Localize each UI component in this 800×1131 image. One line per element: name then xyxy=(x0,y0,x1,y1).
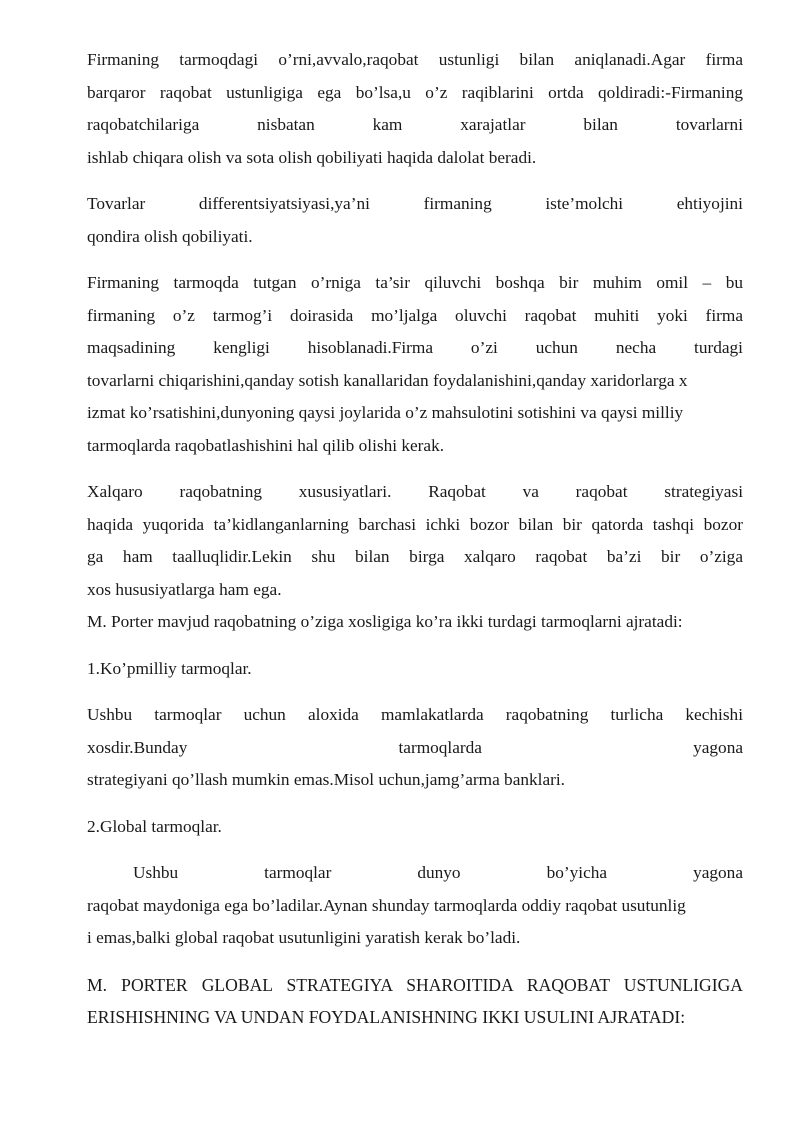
paragraph-global xyxy=(87,857,743,955)
text-line: Ushbu tarmoqlar dunyo bo’yicha yagona xyxy=(133,863,743,882)
text-line: i emas,balki global raqobat usutunligini yaratish kerak bo’ladi. xyxy=(87,928,521,947)
text-line: tovarlarni chiqarishini,qanday sotish kanallaridan foydalanishini,qanday xaridorlarga x xyxy=(87,370,688,390)
heading-multidomestic xyxy=(87,653,743,686)
text-line: tarmoqlarda raqobatlashishini hal qilib olishi kerak. xyxy=(87,435,445,455)
paragraph-multidomestic xyxy=(87,699,743,797)
text-line: Tovarlar differentsiyatsiyasi,ya’ni firmaning iste’molchi ehtiyojini xyxy=(87,194,743,213)
text-line: maqsadining kengligi hisoblanadi.Firma o’zi uchun necha turdagi xyxy=(87,338,743,357)
paragraph-international-competition xyxy=(87,476,743,606)
text-line: qondira olish qobiliyati. xyxy=(87,226,253,246)
text-line: ga ham taalluqlidir.Lekin shu bilan birga xalqaro raqobat ba’zi bir o’ziga xyxy=(87,547,743,566)
paragraph-porter-industries xyxy=(87,606,743,639)
heading-global xyxy=(87,811,743,844)
text-line: 2.Global tarmoqlar. xyxy=(87,816,222,836)
text-line: haqida yuqorida ta’kidlanganlarning barchasi ichki bozor bilan bir qatorda tashqi bozor xyxy=(87,514,743,534)
paragraph-competitive-scope xyxy=(87,267,743,462)
text-line: ishlab chiqara olish va sota olish qobiliyati haqida dalolat beradi. xyxy=(87,147,537,167)
text-line: izmat ko’rsatishini,dunyoning qaysi joylarida o’z mahsulotini sotishini va qaysi milliy xyxy=(87,403,684,422)
text-line: M. PORTER GLOBAL STRATEGIYA SHAROITIDA RAQOBAT USTUNLIGIGA xyxy=(87,974,743,995)
text-line: xosdir.Bunday tarmoqlarda yagona xyxy=(87,737,743,757)
text-line: raqobatchilariga nisbatan kam xarajatlar bilan tovarlarni xyxy=(87,115,743,134)
text-line: xos hususiyatlarga ham ega. xyxy=(87,579,282,599)
paragraph-firm-position xyxy=(87,44,743,174)
text-line: Xalqaro raqobatning xususiyatlari. Raqobat va raqobat strategiyasi xyxy=(87,482,743,501)
text-line: Firmaning tarmoqda tutgan o’rniga ta’sir qiluvchi boshqa bir muhim omil – bu xyxy=(87,273,743,292)
text-line: raqobat maydoniga ega bo’ladilar.Aynan shunday tarmoqlarda oddiy raqobat usutunlig xyxy=(87,895,686,915)
text-line: firmaning o’z tarmog’i doirasida mo’ljalga oluvchi raqobat muhiti yoki firma xyxy=(87,305,743,325)
text-line: strategiyani qo’llash mumkin emas.Misol uchun,jamg’arma banklari. xyxy=(87,770,566,789)
text-line: barqaror raqobat ustunligiga ega bo’lsa,u o’z raqiblarini ortda qoldiradi:-Firmaning xyxy=(87,82,743,102)
text-line: Firmaning tarmoqdagi o’rni,avvalo,raqobat ustunligi bilan aniqlanadi.Agar firma xyxy=(87,50,743,69)
text-line: M. Porter mavjud raqobatning o’ziga xosligiga ko’ra ikki turdagi tarmoqlarni ajratadi: xyxy=(87,612,683,631)
text-line: 1.Ko’pmilliy tarmoqlar. xyxy=(87,658,252,678)
paragraph-differentiation xyxy=(87,188,743,253)
text-line: ERISHISHNING VA UNDAN FOYDALANISHNING IKKI USULINI AJRATADI: xyxy=(87,1007,686,1027)
text-line: Ushbu tarmoqlar uchun aloxida mamlakatlarda raqobatning turlicha kechishi xyxy=(87,705,743,724)
section-heading-porter-global-strategy xyxy=(87,969,743,1034)
